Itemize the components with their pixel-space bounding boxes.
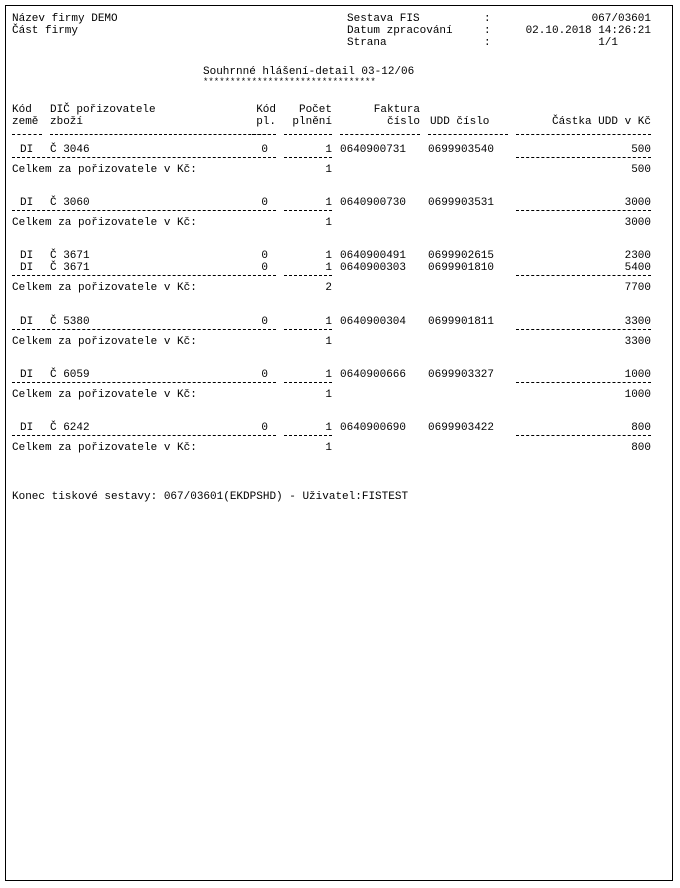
total-amount: 3000 [624, 217, 651, 229]
row-dic: Č 3671 [50, 250, 90, 262]
row-udd: 0699901810 [428, 262, 495, 274]
row-amount: 1000 [624, 369, 651, 381]
row-kodpl: 0 [261, 250, 268, 262]
total-label: Celkem za pořizovatele v Kč: [12, 217, 197, 229]
group-separator [284, 329, 332, 330]
row-kodpl: 0 [261, 144, 268, 156]
group-separator [284, 382, 332, 383]
row-kodpl: 0 [261, 197, 268, 209]
row-dic: Č 5380 [50, 316, 90, 328]
header-rule [340, 134, 420, 135]
total-amount: 800 [631, 442, 651, 454]
header-rule [516, 134, 651, 135]
total-amount: 500 [631, 164, 651, 176]
page-number: 1/1 [598, 37, 618, 49]
group-separator [516, 157, 651, 158]
row-dic: Č 6242 [50, 422, 90, 434]
row-country: DI [20, 316, 34, 328]
total-count: 1 [325, 442, 332, 454]
total-count: 1 [325, 217, 332, 229]
row-count: 1 [325, 369, 332, 381]
total-label: Celkem za pořizovatele v Kč: [12, 336, 197, 348]
company-name: Název firmy DEMO [12, 13, 118, 25]
row-amount: 3300 [624, 316, 651, 328]
row-kodpl: 0 [261, 369, 268, 381]
page-colon: : [484, 37, 491, 49]
row-kodpl: 0 [261, 262, 268, 274]
col-kod-bottom: země [12, 116, 39, 128]
row-country: DI [20, 197, 34, 209]
header-rule [50, 134, 276, 135]
group-separator [516, 275, 651, 276]
row-dic: Č 3046 [50, 144, 90, 156]
col-kodpl-bottom: pl. [256, 116, 276, 128]
row-count: 1 [325, 250, 332, 262]
row-invoice: 0640900304 [340, 316, 407, 328]
header-rule [284, 134, 332, 135]
group-separator [284, 435, 332, 436]
header-rule [428, 134, 508, 135]
total-label: Celkem za pořizovatele v Kč: [12, 164, 197, 176]
total-amount: 3300 [624, 336, 651, 348]
row-country: DI [20, 422, 34, 434]
report-page [5, 5, 673, 881]
row-count: 1 [325, 144, 332, 156]
group-separator [12, 157, 276, 158]
total-count: 1 [325, 389, 332, 401]
page-label: Strana [347, 37, 387, 49]
col-pocet-top: Počet [298, 104, 332, 116]
row-udd: 0699902615 [428, 250, 495, 262]
row-count: 1 [325, 316, 332, 328]
col-udd: UDD číslo [430, 116, 490, 128]
group-separator [516, 435, 651, 436]
date-value: 02.10.2018 14:26:21 [525, 25, 651, 37]
row-udd: 0699903540 [428, 144, 495, 156]
row-amount: 800 [631, 422, 651, 434]
col-castka: Částka UDD v Kč [551, 116, 651, 128]
group-separator [12, 210, 276, 211]
report-title: Souhrnné hlášení-detail 03-12/06 [203, 66, 415, 78]
row-udd: 0699903327 [428, 369, 495, 381]
row-count: 1 [325, 262, 332, 274]
group-separator [284, 157, 332, 158]
col-dic-bottom: zboží [50, 116, 84, 128]
total-label: Celkem za pořizovatele v Kč: [12, 442, 197, 454]
row-dic: Č 3060 [50, 197, 90, 209]
group-separator [12, 275, 276, 276]
row-invoice: 0640900303 [340, 262, 407, 274]
group-separator [516, 210, 651, 211]
total-label: Celkem za pořizovatele v Kč: [12, 282, 197, 294]
title-underline: ******************************** [203, 77, 376, 87]
group-separator [284, 210, 332, 211]
total-count: 1 [325, 164, 332, 176]
col-faktura-bottom: číslo [386, 116, 420, 128]
total-count: 1 [325, 336, 332, 348]
row-invoice: 0640900690 [340, 422, 407, 434]
row-country: DI [20, 144, 34, 156]
row-country: DI [20, 369, 34, 381]
group-separator [284, 275, 332, 276]
row-amount: 500 [631, 144, 651, 156]
row-invoice: 0640900730 [340, 197, 407, 209]
row-invoice: 0640900731 [340, 144, 407, 156]
report-colon: : [484, 13, 491, 25]
row-invoice: 0640900491 [340, 250, 407, 262]
group-separator [12, 329, 276, 330]
row-country: DI [20, 262, 34, 274]
group-separator [516, 329, 651, 330]
row-amount: 5400 [624, 262, 651, 274]
row-kodpl: 0 [261, 422, 268, 434]
row-kodpl: 0 [261, 316, 268, 328]
report-footer: Konec tiskové sestavy: 067/03601(EKDPSHD) - Uživatel:FISTEST [12, 491, 409, 503]
group-separator [516, 382, 651, 383]
col-pocet-bottom: plnění [292, 116, 332, 128]
row-udd: 0699901811 [428, 316, 495, 328]
row-dic: Č 6059 [50, 369, 90, 381]
report-label: Sestava FIS [347, 13, 420, 25]
header-rule [252, 134, 276, 135]
row-dic: Č 3671 [50, 262, 90, 274]
header-rule [12, 134, 42, 135]
total-count: 2 [325, 282, 332, 294]
col-dic-top: DIČ pořizovatele [50, 104, 156, 116]
col-faktura-top: Faktura [373, 104, 420, 116]
group-separator [12, 435, 276, 436]
col-kod-top: Kód [12, 104, 32, 116]
row-count: 1 [325, 422, 332, 434]
row-udd: 0699903422 [428, 422, 495, 434]
report-code: 067/03601 [591, 13, 651, 25]
date-colon: : [484, 25, 491, 37]
group-separator [12, 382, 276, 383]
row-udd: 0699903531 [428, 197, 495, 209]
row-country: DI [20, 250, 34, 262]
total-amount: 7700 [624, 282, 651, 294]
row-invoice: 0640900666 [340, 369, 407, 381]
total-amount: 1000 [624, 389, 651, 401]
row-amount: 3000 [624, 197, 651, 209]
col-kodpl-top: Kód [256, 104, 276, 116]
total-label: Celkem za pořizovatele v Kč: [12, 389, 197, 401]
company-part: Část firmy [12, 25, 79, 37]
row-amount: 2300 [624, 250, 651, 262]
date-label: Datum zpracování [347, 25, 453, 37]
row-count: 1 [325, 197, 332, 209]
